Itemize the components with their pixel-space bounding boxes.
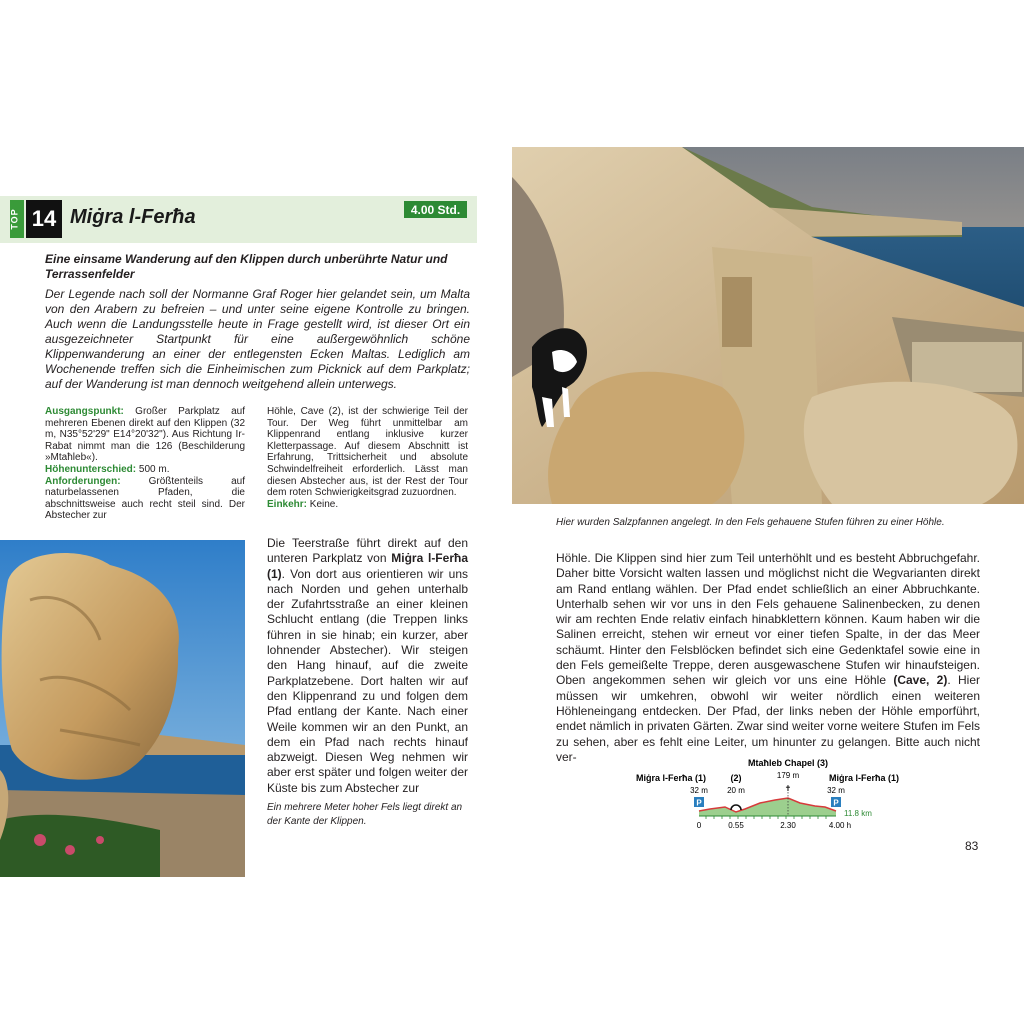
requirements-text: Größtenteils auf naturbelassenen Pfaden, die abschnittsweise auch recht steil sind. Der Abstecher zur bbox=[45, 475, 245, 522]
tour-title: Miġra l-Ferħa bbox=[70, 206, 196, 228]
profile-alt-end: 32 m bbox=[827, 786, 845, 795]
height-text: 500 m. bbox=[136, 463, 170, 475]
requirements-text-cont: Höhle, Cave (2), ist der schwierige Teil der Tour. Der Weg führt unmittelbar am Klippenrand entlang inklusive kurzer Kletterpassage. Auf diesem Abschnitt ist Erfahrung, Trittsicherheit und absolute Schwindelfreiheit erforderlich. Lässt man diesen Abstecher aus, ist der Rest der Tour dem roten Schwierigkeitsgrad zuzuordnen. bbox=[267, 406, 468, 499]
profile-cave-label: (2) bbox=[730, 773, 742, 783]
tour-number: 14 bbox=[26, 200, 62, 238]
profile-chapel-label: Mtaħleb Chapel (3) bbox=[747, 758, 829, 768]
rock-photo bbox=[0, 540, 245, 877]
route-left-start-point: Miġra l-Ferħa (1) bbox=[267, 551, 468, 581]
profile-alt-start: 32 m bbox=[690, 786, 708, 795]
tour-subtitle: Eine einsame Wanderung auf den Klippen durch unberührte Natur und Terrassenfelder bbox=[45, 252, 448, 281]
route-description-right bbox=[556, 551, 980, 765]
top-tour-badge: TOP bbox=[10, 200, 24, 238]
start-label: Ausgangspunkt: bbox=[45, 406, 124, 417]
route-left-p2: . Von dort aus orientieren wir uns nach Norden und gehen unterhalb der Zufahrtsstraße an einer kleinen Schlucht entlang (die Treppen links führen in sie hinab; ein kurzer, aber lohnender Abstecher). Wir steigen den Hang hinauf, auf die zweite Parkplatzebene. Dort halten wir auf den Klippenrand zu und folgen dem Pfad entlang der Kante. Nach einer Weile kommen wir an den Punkt, an dem ein Pfad nach rechts hinauf abzweigt. Diesen Weg nehmen wir aber erst später und folgen weiter der Küste bis zum Abstecher zur bbox=[267, 566, 468, 795]
duration-badge: 4.00 Std. bbox=[404, 201, 467, 218]
profile-time-1: 0.55 bbox=[728, 821, 744, 830]
stop-label: Einkehr: bbox=[267, 498, 308, 510]
cave-icon bbox=[731, 805, 741, 810]
parking-end-label: P bbox=[833, 798, 839, 808]
profile-start-label: Miġra l-Ferħa (1) bbox=[635, 773, 707, 783]
rock-photo-caption: Ein mehrere Meter hoher Fels liegt direkt an der Kante der Klippen. bbox=[267, 802, 463, 827]
parking-start-label: P bbox=[696, 798, 702, 808]
route-right-p1: Höhle. Die Klippen sind hier zum Teil unterhöhlt und es besteht Abbruchgefahr. Daher bitte Vorsicht walten lassen und möglichst nicht die Wegvarianten direkt am Rand entlang wählen. Der Pfad endet schließlich an einer Abbruchkante. Unterhalb sehen wir vor uns in den Fels gehauene Salinenbecken, zu denen wir am rechten Ende relativ einfach hinabklettern können. Kaum haben wir die Salinen erreicht, stehen wir erneut vor einer tiefen Spalte, in der das Meer schäumt. Hinter den Felsblöcken befindet sich eine Gedenktafel sowie eine in den Fels gemeißelte Treppe, deren ausgewaschene Stufen wir hinaufsteigen. Oben angekommen sehen wir gleich vor uns eine Höhle bbox=[556, 551, 980, 688]
profile-time-0: 0 bbox=[696, 821, 702, 830]
requirements-label: Anforderungen: bbox=[45, 475, 121, 487]
page-number: 83 bbox=[965, 839, 979, 853]
start-text: Großer Parkplatz auf mehreren Ebenen direkt auf den Klippen (32 m, N35°52'29" E14°20'32"). Aus Richtung Ir-Rabat nimmt man die 126 (Beschilderung »Mtaħleb«). bbox=[45, 406, 245, 464]
salt-pans-caption: Hier wurden Salzpfannen angelegt. In den Fels gehauene Stufen führen zu einer Höhle. bbox=[556, 517, 945, 528]
route-right-p2: . Hier müssen wir umkehren, obwohl wir weiter nördlich einen weiteren Höhleneingang entdecken. Der Pfad, der links neben der Höhle emporführt, endet nämlich in privaten Gärten. Zwar sind weiter vorne weitere Stufen im Fels zu sehen, aber es fehlt eine Leiter, um hinunter zu gelangen. Bitte auch nicht ver- bbox=[556, 673, 980, 764]
elevation-profile bbox=[630, 756, 910, 832]
profile-time-3: 4.00 h bbox=[828, 821, 852, 830]
stop-text: Keine. bbox=[307, 498, 339, 510]
profile-time-2: 2.30 bbox=[780, 821, 796, 830]
route-description-left bbox=[267, 536, 468, 796]
facts-column-left bbox=[45, 406, 245, 522]
tour-intro: Der Legende nach soll der Normanne Graf Roger hier gelandet sein, um Malta von den Arabern zu befreien – und unter seine eigene Kontrolle zu bringen. Auch wenn die Landungsstelle heute in Frage gestellt wird, ist dieser Ort ein ausgezeichneter Startpunkt für eine außergewöhnlich schöne Klippenwanderung an einer der entlegensten Ecken Maltas. Lediglich am Wochenende treffen sich die Einheimischen zum Picknick auf dem Parkplatz; auf der Wanderung ist man dennoch weitgehend allein unterwegs. bbox=[45, 287, 470, 391]
profile-alt-cave: 20 m bbox=[727, 786, 745, 795]
salt-pans-photo bbox=[512, 147, 1024, 504]
profile-distance: 11.8 km bbox=[844, 809, 872, 818]
route-right-cave: (Cave, 2) bbox=[893, 673, 948, 688]
chapel-cross-icon: ✝ bbox=[784, 784, 792, 793]
profile-end-label: Miġra l-Ferħa (1) bbox=[828, 773, 900, 783]
profile-alt-chapel: 179 m bbox=[776, 771, 800, 780]
height-label: Höhenunterschied: bbox=[45, 463, 137, 475]
facts-column-right bbox=[267, 406, 468, 510]
route-left-p1: Die Teerstraße führt direkt auf den unteren Parkplatz von bbox=[267, 536, 468, 566]
